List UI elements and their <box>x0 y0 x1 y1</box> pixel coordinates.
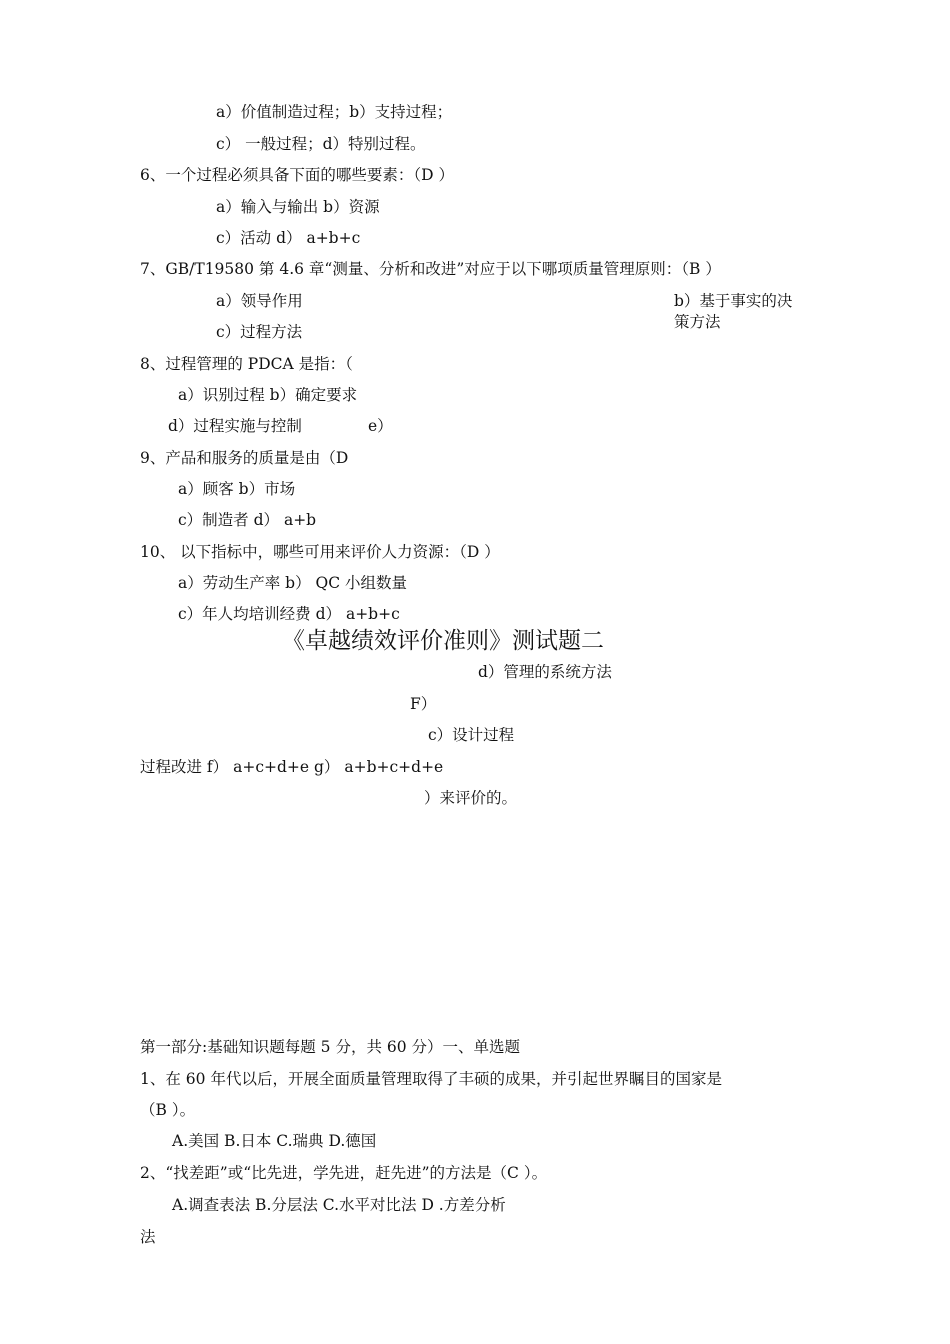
option-line: d）过程实施与控制 <box>168 417 302 435</box>
option-line: 法 <box>140 1228 156 1246</box>
option-line: c）活动 d） a+b+c <box>216 229 361 247</box>
option-line: a）输入与输出 b）资源 <box>216 198 380 216</box>
option-line: c）设计过程 <box>428 726 515 744</box>
option-line: c） 一般过程；d）特别过程。 <box>216 135 426 153</box>
option-line: b）基于事实的决 <box>674 292 793 310</box>
option-line: 过程改进 f） a+c+d+e g） a+b+c+d+e <box>140 758 444 776</box>
option-line: F） <box>410 695 437 713</box>
section-heading: 第一部分:基础知识题每题 5 分，共 60 分）一、单选题 <box>140 1038 521 1056</box>
question-8: 8、过程管理的 PDCA 是指：（ <box>140 355 353 373</box>
answer-line: （B ）。 <box>140 1101 196 1119</box>
option-line: a）价值制造过程；b）支持过程； <box>216 103 453 121</box>
option-line: 策方法 <box>674 313 721 331</box>
option-line: c）制造者 d） a+b <box>178 511 317 529</box>
option-line: ）来评价的。 <box>424 789 518 807</box>
question-1: 1、在 60 年代以后，开展全面质量管理取得了丰硕的成果，并引起世界瞩目的国家是 <box>140 1070 722 1088</box>
option-line: c）年人均培训经费 d） a+b+c <box>178 605 400 623</box>
option-line: a）劳动生产率 b） QC 小组数量 <box>178 574 408 592</box>
option-line: a）领导作用 <box>216 292 303 310</box>
option-line: a）识别过程 b）确定要求 <box>178 386 358 404</box>
document-title: 《卓越绩效评价准则》测试题二 <box>282 628 604 654</box>
option-line: A.调查表法 B.分层法 C.水平对比法 D .方差分析 <box>172 1196 506 1214</box>
option-line: e） <box>368 417 393 435</box>
question-10: 10、 以下指标中，哪些可用来评价人力资源：（D ） <box>140 543 500 561</box>
option-line: c）过程方法 <box>216 323 303 341</box>
option-line: a）顾客 b）市场 <box>178 480 296 498</box>
option-line: d）管理的系统方法 <box>478 663 612 681</box>
question-9: 9、产品和服务的质量是由（D <box>140 449 349 467</box>
question-2: 2、“找差距”或“比先进，学先进，赶先进”的方法是（C ）。 <box>140 1164 548 1182</box>
question-7: 7、GB/T19580 第 4.6 章“测量、分析和改进”对应于以下哪项质量管理原则：（B ） <box>140 260 721 278</box>
option-line: A.美国 B.日本 C.瑞典 D.德国 <box>172 1132 377 1150</box>
question-6: 6、一个过程必须具备下面的哪些要素：（D ） <box>140 166 454 184</box>
